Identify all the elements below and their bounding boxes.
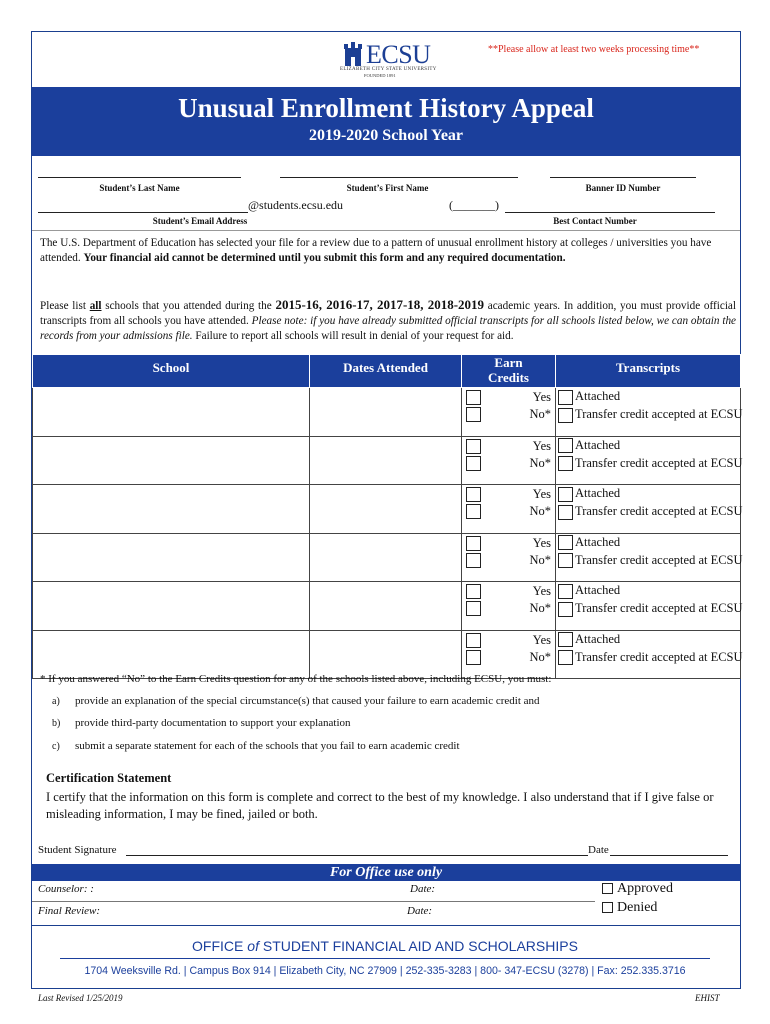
table-row xyxy=(33,630,741,679)
dates-header xyxy=(310,355,462,388)
office-name-a: OFFICE xyxy=(192,938,248,954)
earn-no-label: No* xyxy=(529,601,551,615)
earn-credits-cell xyxy=(462,533,556,582)
earn-credits-cell xyxy=(462,485,556,534)
earn-yes-checkbox[interactable] xyxy=(466,390,481,405)
school-cell[interactable] xyxy=(33,533,310,582)
earn-no-checkbox[interactable] xyxy=(466,650,481,665)
transfer-credit-checkbox[interactable] xyxy=(558,553,573,568)
dates-header-text: Dates Attended xyxy=(343,360,428,375)
earn-no-label: No* xyxy=(529,649,551,664)
earn-yes-label: Yes xyxy=(532,535,551,550)
transfer-credit-checkbox[interactable] xyxy=(558,456,573,471)
last-name-input[interactable] xyxy=(38,177,241,178)
transfer-credit-checkbox[interactable] xyxy=(558,602,573,617)
email-input[interactable] xyxy=(38,212,248,213)
office-divider xyxy=(32,901,595,902)
processing-notice: **Please allow at least two weeks processing time** xyxy=(488,44,700,55)
transcripts-cell xyxy=(556,533,741,582)
earn-no-label: No* xyxy=(529,455,551,470)
instr-years: 2015-16, 2016-17, 2017-18, 2018-2019 xyxy=(275,297,485,312)
form-title: Unusual Enrollment History Appeal xyxy=(178,93,594,123)
first-name-input[interactable] xyxy=(280,177,518,178)
office-rule xyxy=(60,958,710,959)
note-marker: b) xyxy=(52,718,61,729)
instr-all: all xyxy=(89,300,102,312)
earn-no-checkbox[interactable] xyxy=(466,456,481,471)
transcripts-cell xyxy=(556,436,741,485)
attached-label: Attached xyxy=(575,389,621,403)
revision-date: Last Revised 1/25/2019 xyxy=(38,993,123,1003)
earn-credits-cell xyxy=(462,582,556,631)
certification-heading: Certification Statement xyxy=(46,771,172,785)
earn-yes-label: Yes xyxy=(532,632,551,647)
note-text: provide an explanation of the special circumstance(s) that caused your failure to earn academic credit and xyxy=(75,695,540,707)
earn-yes-checkbox[interactable] xyxy=(466,536,481,551)
phone-prefix: (_______) xyxy=(449,198,499,212)
school-year: 2019-2020 School Year xyxy=(308,127,464,144)
logo-founded: FOUNDED 1891 xyxy=(364,73,396,78)
earn-no-checkbox[interactable] xyxy=(466,553,481,568)
school-header xyxy=(33,355,310,388)
table-row xyxy=(33,533,741,582)
dates-cell[interactable] xyxy=(310,436,462,485)
transfer-credit-checkbox[interactable] xyxy=(558,408,573,423)
list-item xyxy=(40,695,540,707)
transfer-credit-label: Transfer credit accepted at ECSU xyxy=(575,455,743,470)
earn-no-checkbox[interactable] xyxy=(466,601,481,616)
earn-credits-cell xyxy=(462,388,556,437)
final-review-label: Final Review: xyxy=(38,905,101,917)
office-address: 1704 Weeksville Rd. | Campus Box 914 | Elizabeth City, NC 27909 | 252-335-3283 | 800- 347-ECSU (3278) | Fax: 252.335.3716 xyxy=(84,965,686,977)
signature-input[interactable] xyxy=(126,855,588,856)
denied-checkbox[interactable] xyxy=(602,902,613,913)
earn-no-label: No* xyxy=(529,504,551,518)
dates-cell[interactable] xyxy=(310,533,462,582)
last-name-label: Student’s Last Name xyxy=(99,183,180,193)
notes-intro: * If you answered “No” to the Earn Credits question for any of the schools listed above, including ECSU, you must: xyxy=(40,673,552,685)
banner-id-input[interactable] xyxy=(550,177,696,178)
attached-label: Attached xyxy=(575,437,621,452)
logo-subtitle: ELIZABETH CITY STATE UNIVERSITY xyxy=(340,67,437,72)
dates-cell[interactable] xyxy=(310,485,462,534)
earn-yes-checkbox[interactable] xyxy=(466,487,481,502)
earn-no-checkbox[interactable] xyxy=(466,407,481,422)
attached-label: Attached xyxy=(575,583,621,597)
school-cell[interactable] xyxy=(33,485,310,534)
transcripts-header xyxy=(556,355,741,388)
note-text: provide third-party documentation to support your explanation xyxy=(75,717,351,729)
signature-date-input[interactable] xyxy=(610,855,728,856)
signature-date-label: Date xyxy=(588,844,609,856)
earn-yes-checkbox[interactable] xyxy=(466,633,481,648)
earn-no-checkbox[interactable] xyxy=(466,504,481,519)
title-banner xyxy=(32,87,740,156)
list-item xyxy=(40,717,351,729)
earn-no-label: No* xyxy=(529,407,551,421)
earn-yes-checkbox[interactable] xyxy=(466,584,481,599)
divider xyxy=(32,230,740,231)
instructions-paragraph xyxy=(40,297,736,344)
earn-header xyxy=(462,355,556,388)
earn-credits-cell xyxy=(462,436,556,485)
earn-yes-label: Yes xyxy=(532,487,551,501)
school-cell[interactable] xyxy=(33,582,310,631)
office-use-banner: For Office use only xyxy=(32,864,740,881)
approved-option[interactable] xyxy=(602,881,673,897)
counselor-label: Counselor: : xyxy=(38,883,94,895)
school-header-text: School xyxy=(152,360,190,375)
intro-paragraph xyxy=(40,236,736,266)
approved-label: Approved xyxy=(617,881,673,896)
school-cell[interactable] xyxy=(33,436,310,485)
instr-text-b: schools that you attended during the xyxy=(101,300,276,312)
table-row xyxy=(33,485,741,534)
attached-checkbox[interactable] xyxy=(558,535,573,550)
castle-icon xyxy=(343,42,363,66)
school-cell[interactable] xyxy=(33,630,310,679)
transcripts-cell xyxy=(556,485,741,534)
earn-yes-label: Yes xyxy=(532,438,551,453)
transcripts-header-text: Transcripts xyxy=(615,360,681,375)
certification-text: I certify that the information on this form is complete and correct to the best of my knowledge. I also understand that if I give false or misleading information, I may be fined, jailed or both. xyxy=(46,790,714,821)
table-row xyxy=(33,388,741,437)
note-marker: c) xyxy=(52,741,60,752)
first-name-label: Student’s First Name xyxy=(346,183,429,193)
earn-yes-checkbox[interactable] xyxy=(466,439,481,454)
list-item xyxy=(40,740,460,752)
intro-warning: Your financial aid cannot be determined until you submit this form and any required documentation. xyxy=(83,252,566,264)
attached-label: Attached xyxy=(575,486,621,500)
office-name xyxy=(0,938,770,954)
signature-label: Student Signature xyxy=(38,844,117,856)
approved-checkbox[interactable] xyxy=(602,883,613,894)
earn-credits-cell xyxy=(462,630,556,679)
earn-no-label: No* xyxy=(529,552,551,567)
transfer-credit-checkbox[interactable] xyxy=(558,505,573,520)
instr-note: Please note: if you have already submitted official transcripts for all schools listed below, we can obtain the records from your admissions file. xyxy=(40,315,737,342)
banner-id-label: Banner ID Number xyxy=(585,183,661,193)
earn-yes-label: Yes xyxy=(532,584,551,598)
instr-text-c: academic years. In addition, you must provide official transcripts from all schools you have attended. xyxy=(40,300,737,327)
denied-label: Denied xyxy=(617,900,658,915)
table-row xyxy=(33,436,741,485)
phone-label: Best Contact Number xyxy=(553,216,637,226)
denied-option[interactable] xyxy=(602,900,657,916)
transfer-credit-label: Transfer credit accepted at ECSU xyxy=(575,601,743,615)
dates-cell[interactable] xyxy=(310,582,462,631)
instr-text-a: Please list xyxy=(40,300,90,312)
email-label: Student’s Email Address xyxy=(152,216,248,226)
attached-checkbox[interactable] xyxy=(558,438,573,453)
footer-divider xyxy=(32,925,740,926)
transcripts-cell xyxy=(556,582,741,631)
email-suffix: @students.ecsu.edu xyxy=(248,198,344,212)
note-marker: a) xyxy=(52,696,60,707)
intro-text: The U.S. Department of Education has selected your file for a review due to a pattern of unusual enrollment history at colleges / universities you have attended. xyxy=(40,237,712,264)
counselor-date-label: Date: xyxy=(410,883,436,895)
attached-checkbox[interactable] xyxy=(558,584,573,599)
phone-input[interactable] xyxy=(505,212,715,213)
office-name-b: STUDENT FINANCIAL AID AND SCHOLARSHIPS xyxy=(258,938,578,954)
earn-header-text: Earn Credits xyxy=(488,355,529,385)
final-review-date-label: Date: xyxy=(407,905,433,917)
transfer-credit-label: Transfer credit accepted at ECSU xyxy=(575,407,743,421)
table-row xyxy=(33,582,741,631)
office-name-of: of xyxy=(247,938,259,954)
instr-text-d: Failure to report all schools will result in denial of your request for aid. xyxy=(192,330,514,342)
attached-label: Attached xyxy=(575,534,621,549)
attached-checkbox[interactable] xyxy=(558,390,573,405)
transcripts-cell xyxy=(556,388,741,437)
form-code: EHIST xyxy=(695,993,720,1003)
earn-yes-label: Yes xyxy=(532,390,551,404)
transfer-credit-checkbox[interactable] xyxy=(558,650,573,665)
schools-table xyxy=(32,354,741,679)
school-cell[interactable] xyxy=(33,388,310,437)
dates-cell[interactable] xyxy=(310,630,462,679)
attached-checkbox[interactable] xyxy=(558,632,573,647)
transfer-credit-label: Transfer credit accepted at ECSU xyxy=(575,552,743,567)
transcripts-cell xyxy=(556,630,741,679)
dates-cell[interactable] xyxy=(310,388,462,437)
table-header xyxy=(33,355,741,388)
ecsu-logo xyxy=(340,40,436,78)
attached-label: Attached xyxy=(575,631,621,646)
transfer-credit-label: Transfer credit accepted at ECSU xyxy=(575,649,743,664)
attached-checkbox[interactable] xyxy=(558,487,573,502)
transfer-credit-label: Transfer credit accepted at ECSU xyxy=(575,504,743,518)
logo-wordmark: ECSU xyxy=(366,40,431,69)
note-text: submit a separate statement for each of the schools that you fail to earn academic credit xyxy=(75,740,460,752)
